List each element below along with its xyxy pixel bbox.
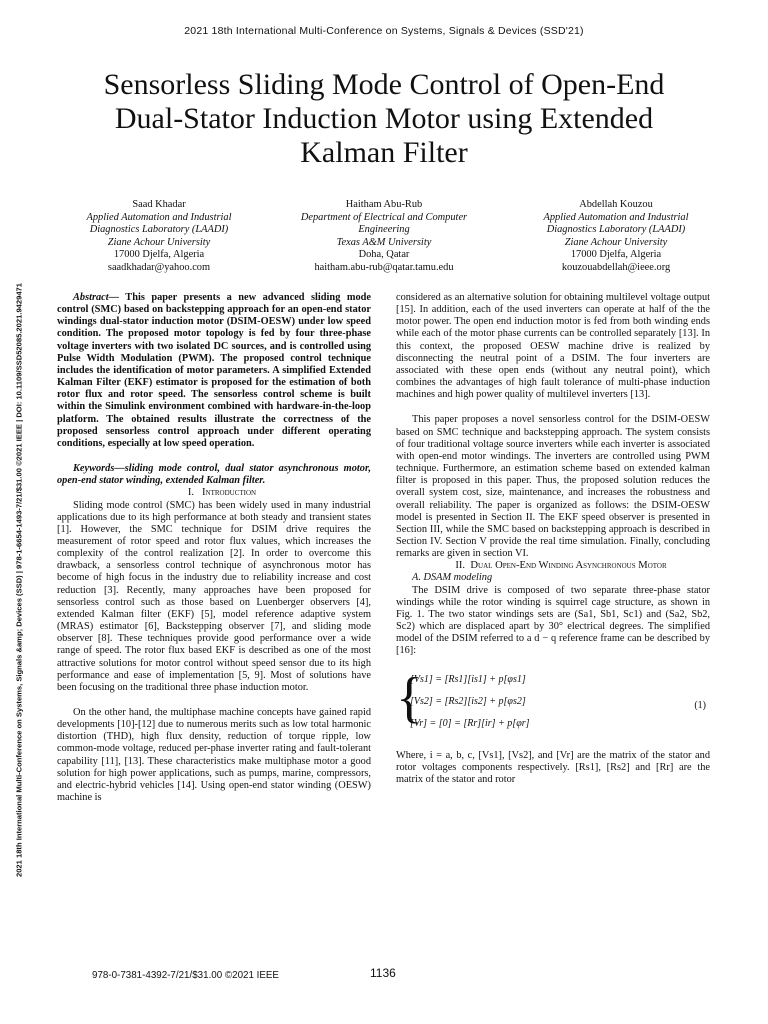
author-location: 17000 Djelfa, Algeria bbox=[113, 249, 205, 260]
author-email[interactable]: saadkhadar@yahoo.com bbox=[107, 261, 211, 273]
author-location: 17000 Djelfa, Algeria bbox=[570, 249, 662, 260]
author-affiliation: Applied Automation and Industrial bbox=[86, 211, 232, 223]
page-number: 1136 bbox=[370, 966, 396, 980]
author-location: Doha, Qatar bbox=[358, 249, 410, 260]
abstract-text: This paper presents a new advanced sliding mode control (SMC) based on backstepping approach for an open-end stator windings dual-stator induction motor (DSIM-OESW) under low speed condition. The proposed motor topology is fed by four three-phase voltage inverters with two isolated DC sources, and is controlled using Pulse Width Modulation (PWM). The proposed control technique includes the identification of motor parameters. A simplified Extended Kalman Filter (EKF) estimator is proposed for the estimation of both rotor flux and rotor speed. The sensorless control scheme is built within the Simulink environment combined with hardware-in-the-loop platform. The obtained results illustrate the correctness of the proposed sensorless control approach under different operating conditions, especially at low speed operation. bbox=[57, 292, 371, 449]
section-title: Dual Open-End Winding Asynchronous Motor bbox=[470, 560, 667, 572]
intro-paragraph-2: On the other hand, the multiphase machine concepts have gained rapid developments [10]-[12] due to numerous merits such as low total harmonic distortion (THD), high flux density, reduction of torque ripple, low common-mode voltage, reduced per-phase inverter rating and fault-tolerant capability [11], [13]. These characteristics make multiphase motor a good solution for high power applications, such as pumps, marine, compressors, and electric-hybrid vehicles [14]. Using open-end stator winding (OESW) machine is bbox=[57, 707, 371, 804]
author-name: Saad Khadar bbox=[132, 199, 186, 210]
section-heading-dual-open-end bbox=[396, 560, 710, 572]
section-title: Introduction bbox=[202, 487, 257, 499]
left-column bbox=[57, 292, 371, 804]
doi-sidebar-text: 2021 18th International Multi-Conference on Systems, Signals &amp; Devices (SSD) | 978-1-6654-1493-7/21/$31.00 ©2021 IEEE | DOI: 10.1109/SSD52085.2021.9429471 bbox=[14, 282, 24, 878]
copyright-footer: 978-0-7381-4392-7/21/$31.00 ©2021 IEEE bbox=[92, 970, 279, 981]
title-line: Sensorless Sliding Mode Control of Open-End bbox=[103, 68, 665, 101]
equation-line: [Vs1] = [Rs1][is1] + p[φs1] bbox=[410, 673, 526, 685]
author-email[interactable]: haitham.abu-rub@qatar.tamu.edu bbox=[314, 261, 454, 273]
title-line: Kalman Filter bbox=[300, 136, 468, 169]
equation-number: (1) bbox=[694, 699, 706, 711]
author-affiliation: Applied Automation and Industrial bbox=[543, 211, 689, 223]
conference-header: 2021 18th International Multi-Conference on Systems, Signals & Devices (SSD'21) bbox=[184, 25, 584, 37]
section-number: I. bbox=[187, 487, 195, 499]
author-affiliation: Texas A&M University bbox=[336, 236, 432, 248]
subsection-heading: A. DSAM modeling bbox=[412, 572, 493, 584]
author-block-3 bbox=[511, 199, 721, 274]
right-column bbox=[396, 292, 710, 786]
section-heading-introduction bbox=[57, 487, 371, 499]
author-name: Abdellah Kouzou bbox=[579, 199, 653, 210]
author-affiliation: Diagnostics Laboratory (LAADI) bbox=[89, 224, 229, 235]
author-affiliation: Ziane Achour University bbox=[107, 236, 211, 248]
author-block-1 bbox=[54, 199, 264, 274]
right-paragraph-2: This paper proposes a novel sensorless control for the DSIM-OESW based on SMC technique and backstepping approach. The system consists of four traditional voltage source inverters while each inverter is associated with open-end motor windings. The inverters are controlled using PWM technique. Furthermore, an estimation scheme based on extended kalman filter is proposed in this paper. Thus, the proposed solution reduces the overall system cost, size, maintenance, and increases the robustness and overall reliability. The paper is organized as follows: the DSIM-OESW model is presented in Section II. The EKF speed observer is presented in Section III, while the SMC based on backstepping approach is described in Section IV. Section V provide the real time simulation. Finally, concluding remarks are given in section VI. bbox=[396, 414, 710, 560]
abstract bbox=[57, 292, 371, 450]
equation-line: [Vs2] = [Rs2][is2] + p[φs2] bbox=[410, 695, 526, 707]
keywords: Keywords—sliding mode control, dual stator asynchronous motor, open-end stator winding, extended Kalman filter. bbox=[57, 463, 371, 487]
section-number: II. bbox=[455, 560, 466, 572]
equation-brace: { bbox=[396, 666, 423, 729]
author-affiliation: Department of Electrical and Computer bbox=[300, 211, 468, 223]
dsam-paragraph: The DSIM drive is composed of two separate three-phase stator windings while the rotor winding is squirrel cage structure, as shown in Fig. 1. The two stator windings sets are (Sa1, Sb1, Sc1) and (Sa2, Sb2, Sc2) which are displaced apart by 30° electrical degrees. The simplified model of the DSIM referred to a d − q reference frame can be described by [16]: bbox=[396, 584, 710, 657]
author-block-2 bbox=[279, 199, 489, 274]
doi-sidebar bbox=[12, 280, 26, 880]
equation-line: [Vr] = [0] = [Rr][ir] + p[φr] bbox=[410, 717, 530, 729]
author-name: Haitham Abu-Rub bbox=[345, 199, 423, 210]
equation-1 bbox=[396, 666, 710, 740]
author-affiliation: Diagnostics Laboratory (LAADI) bbox=[546, 224, 686, 235]
author-affiliation: Ziane Achour University bbox=[564, 236, 668, 248]
paper-title bbox=[70, 68, 698, 170]
author-affiliation: Engineering bbox=[358, 224, 410, 235]
author-email[interactable]: kouzouabdellah@ieee.org bbox=[561, 261, 671, 273]
title-line: Dual-Stator Induction Motor using Extended bbox=[114, 102, 654, 135]
after-equation-paragraph: Where, i = a, b, c, [Vs1], [Vs2], and [Vr] are the matrix of the stator and rotor voltages components respectively. [Rs1], [Rs2] and [Rr] are the matrix of the stator and rotor bbox=[396, 749, 710, 785]
right-paragraph-1: considered as an alternative solution for obtaining multilevel voltage output [15]. In addition, each of the used inverters can operate at half of the the motor power. The open end induction motor is fed from both winding ends while each of the motor phase currents can be controlled separately [13]. In this context, the proposed OESW machine drive is realized by disconnecting the neutral point of a DSIM. The four inverters are associated with these open ends (without any neutral point), which combines the advantages of high fault tolerance of multi-phase induction machines and high power quality of multilevel inverters [13]. bbox=[396, 292, 710, 401]
abstract-lead: Abstract— bbox=[73, 292, 119, 303]
intro-paragraph-1: Sliding mode control (SMC) has been widely used in many industrial applications due to its high performance at both steady and transient states [1]. However, the SMC technique for DSIM drive requires the measurement of rotor speed and rotor flux values, which increases the complexity of the control realization [2]. In order to overcome this drawback, a sensorless control technique of asynchronous motor has become of high focus in the industry due to reliability increase and cost reduction [3]. Recently, many approaches have been proposed for sensorless control such as those based on Luenberger observers [4], extended Kalman filter (EKF) [5], model reference adaptive system (MRAS) estimator [6], Backstepping observer [7], and sliding mode observer [8]. These techniques provide good performance over a wide range of speed. The rotor flux based EKF is described as one of the most attractive solutions for motor control without speed sensor due to its high performance and ease of implementation [5, 9]. Most of solutions have been focusing on the traditional three phase induction motor. bbox=[57, 499, 371, 693]
